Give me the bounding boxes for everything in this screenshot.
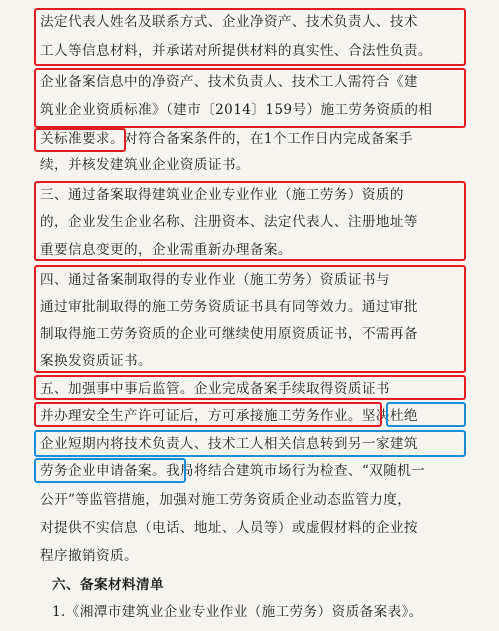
highlight-box-6 <box>34 375 466 400</box>
doc-line-17: 劳务企业申请备案。我局将结合建筑市场行为检查、“双随机一 <box>40 463 426 479</box>
doc-line-16: 企业短期内将技术负责人、技术工人相关信息转到另一家建筑 <box>40 436 418 452</box>
doc-line-10: 四、通过备案制取得的专业作业（施工劳务）资质证书与 <box>40 272 390 288</box>
doc-line-19: 对提供不实信息（电话、地址、人员等）或虚假材料的企业按 <box>40 520 418 536</box>
doc-line-14: 五、加强事中事后监管。企业完成备案手续取得资质证书 <box>40 381 390 397</box>
highlight-box-2 <box>34 68 466 128</box>
highlight-box-7 <box>34 402 382 427</box>
highlight-box-blue-1 <box>386 402 466 427</box>
doc-line-3: 企业备案信息中的净资产、技术负责人、技术工人需符合《建 <box>40 74 418 90</box>
doc-line-13: 案换发资质证书。 <box>40 353 152 369</box>
doc-line-6: 续，并核发建筑业企业资质证书。 <box>40 157 250 173</box>
doc-line-18: 公开”等监管措施，加强对施工劳务资质企业动态监管力度， <box>40 492 412 508</box>
doc-line-11: 通过审批制取得的施工劳务资质证书具有同等效力。通过审批 <box>40 299 418 315</box>
highlight-box-5 <box>34 265 466 373</box>
doc-line-20: 程序撤销资质。 <box>40 548 138 564</box>
doc-line-7: 三、通过备案取得建筑业企业专业作业（施工劳务）资质的 <box>40 187 404 203</box>
highlight-box-3 <box>34 128 126 152</box>
highlight-box-1 <box>34 8 466 66</box>
doc-line-9: 重要信息变更的，企业需重新办理备案。 <box>40 242 292 258</box>
doc-line-22: 1.《湘潭市建筑业企业专业作业（施工劳务）资质备案表》。 <box>52 604 423 620</box>
doc-line-8: 的，企业发生企业名称、注册资本、法定代表人、注册地址等 <box>40 214 418 230</box>
doc-line-2: 工人等信息材料，并承诺对所提供材料的真实性、合法性负责。 <box>40 43 432 59</box>
doc-line-5: 关标准要求。对符合备案条件的，在1个工作日内完成备案手 <box>40 131 413 147</box>
doc-line-1: 法定代表人姓名及联系方式、企业净资产、技术负责人、技术 <box>40 14 418 30</box>
doc-line-4: 筑业企业资质标准》（建市〔2014〕159号）施工劳务资质的相 <box>40 102 433 118</box>
doc-line-15: 并办理安全生产许可证后，方可承接施工劳务作业。坚决杜绝 <box>40 408 418 424</box>
highlight-box-blue-2 <box>34 430 466 457</box>
highlight-box-4 <box>34 181 466 261</box>
doc-line-12: 制取得施工劳务资质的企业可继续使用原资质证书，不需再备 <box>40 326 418 342</box>
section-heading-materials: 六、备案材料清单 <box>52 577 164 593</box>
highlight-box-blue-3 <box>34 458 186 483</box>
